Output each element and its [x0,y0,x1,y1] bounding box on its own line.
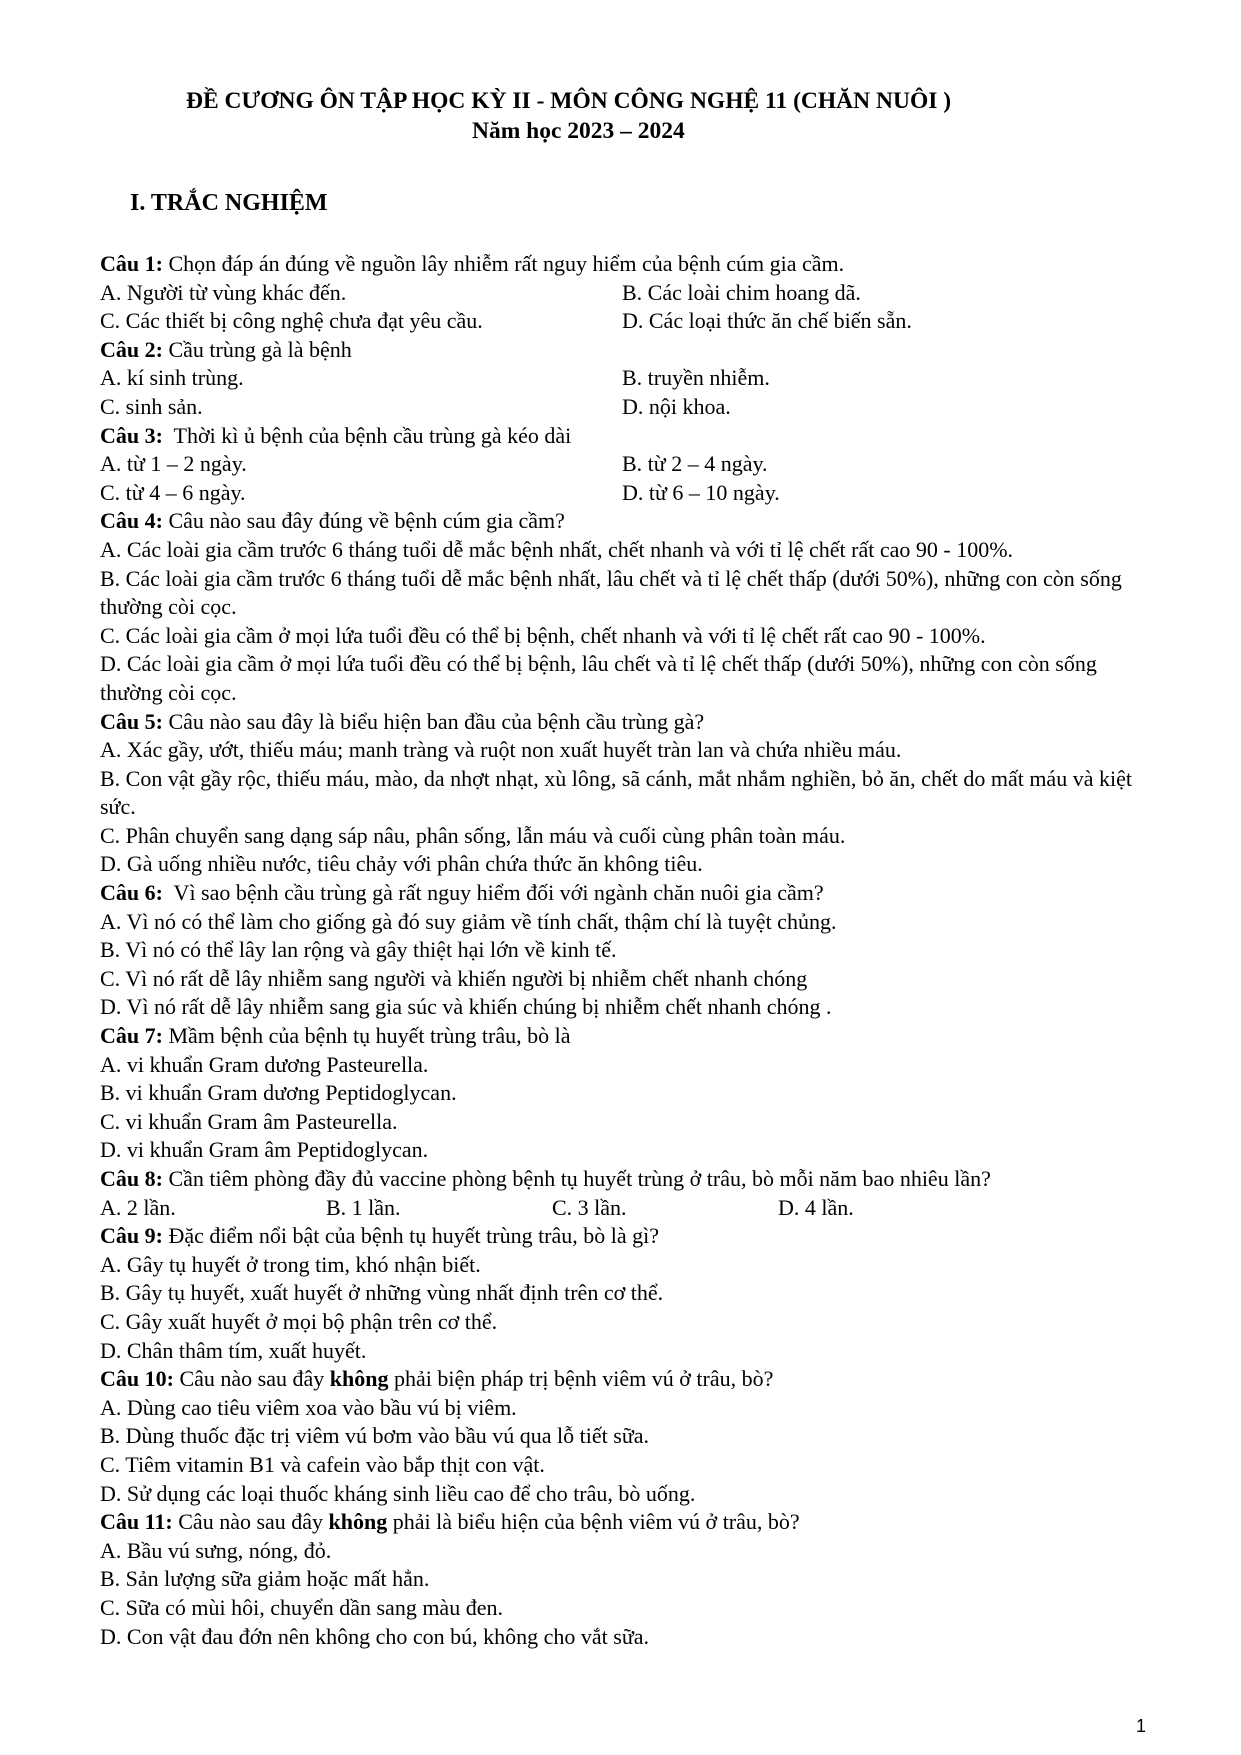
option-d: D. Các loài gia cầm ở mọi lứa tuổi đều có thể bị bệnh, lâu chết và tỉ lệ chết thấp (dưới 50%), những con còn sống thường còi cọc. [100,651,1097,705]
question-label: Câu 6: [100,880,163,906]
option-c: C. vi khuẩn Gram âm Pasteurella. [100,1108,398,1134]
option-a: A. Các loài gia cầm trước 6 tháng tuổi dễ mắc bệnh nhất, chết nhanh và với tỉ lệ chết rất cao 90 - 100%. [100,536,1014,562]
question-stem [100,1508,1160,1537]
question-label: Câu 5: [100,708,163,734]
question-stem [100,336,1160,365]
option-c: C. Các thiết bị công nghệ chưa đạt yêu cầu. [100,308,483,334]
option-c: C. Phân chuyển sang dạng sáp nâu, phân sống, lẫn máu và cuối cùng phân toàn máu. [100,822,846,848]
option-grid [100,450,1160,507]
option-a: A. Người từ vùng khác đến. [100,279,347,305]
question-text-end: phải là biểu hiện của bệnh viêm vú ở trâu, bò? [387,1509,800,1535]
option-b: B. Gây tụ huyết, xuất huyết ở những vùng nhất định trên cơ thể. [100,1280,664,1306]
question-6 [100,879,1160,1022]
question-stem [100,879,1160,908]
option-a: A. kí sinh trùng. [100,365,244,391]
option-b: B. Các loài chim hoang dã. [622,279,861,305]
question-stem [100,1222,1160,1251]
question-text-start: Câu nào sau đây [178,1509,329,1535]
option-c: C. Các loài gia cầm ở mọi lứa tuổi đều có thể bị bệnh, chết nhanh và với tỉ lệ chết rất cao 90 - 100%. [100,622,986,648]
question-8 [100,1165,1160,1222]
option-a: A. 2 lần. [100,1194,176,1220]
option-c: C. Sữa có mùi hôi, chuyển dần sang màu đen. [100,1594,503,1620]
question-text: Câu nào sau đây đúng về bệnh cúm gia cầm? [168,508,565,534]
question-stem [100,422,1160,451]
option-a: A. Dùng cao tiêu viêm xoa vào bầu vú bị viêm. [100,1394,517,1420]
option-b: B. Sản lượng sữa giảm hoặc mất hẳn. [100,1566,430,1592]
question-text: Đặc điểm nổi bật của bệnh tụ huyết trùng trâu, bò là gì? [168,1223,660,1249]
question-label: Câu 9: [100,1223,163,1249]
question-list [100,250,1160,1651]
question-stem [100,708,1160,737]
page-number: 1 [1136,1716,1147,1736]
option-c: C. 3 lần. [552,1194,627,1220]
option-grid [100,364,1160,421]
option-c: C. từ 4 – 6 ngày. [100,479,246,505]
question-text: Vì sao bệnh cầu trùng gà rất nguy hiểm đối với ngành chăn nuôi gia cầm? [168,880,824,906]
question-text: Cần tiêm phòng đầy đủ vaccine phòng bệnh tụ huyết trùng ở trâu, bò mỗi năm bao nhiêu lần? [168,1166,991,1191]
question-label: Câu 1: [100,251,163,276]
option-a: A. Vì nó có thể làm cho giống gà đó suy giảm về tính chất, thậm chí là tuyệt chủng. [100,908,837,934]
question-text-emphasis: không [329,1366,389,1392]
question-label: Câu 11: [100,1509,173,1535]
option-d: D. Vì nó rất dễ lây nhiễm sang gia súc và khiến chúng bị nhiễm chết nhanh chóng . [100,994,832,1020]
question-label: Câu 8: [100,1166,163,1191]
question-4 [100,507,1160,707]
option-d: D. Con vật đau đớn nên không cho con bú, không cho vắt sữa. [100,1623,650,1649]
question-stem [100,507,1160,536]
option-a: A. Xác gầy, ướt, thiếu máu; manh tràng và ruột non xuất huyết tràn lan và chứa nhiều máu. [100,737,902,763]
option-row [100,1194,1160,1223]
title-block [0,86,1241,146]
question-11 [100,1508,1160,1651]
question-3 [100,422,1160,508]
option-b: B. truyền nhiễm. [622,365,770,391]
question-text: Câu nào sau đây là biểu hiện ban đầu của bệnh cầu trùng gà? [168,708,705,734]
option-c: C. sinh sản. [100,393,203,419]
question-label: Câu 4: [100,508,163,534]
option-b: B. Con vật gầy rộc, thiếu máu, mào, da nhợt nhạt, xù lông, sã cánh, mắt nhắm nghiền, bỏ ăn, chết do mất máu và kiệt sức. [100,765,1132,820]
option-a: A. từ 1 – 2 ngày. [100,451,247,477]
question-stem [100,1365,1160,1394]
question-label: Câu 10: [100,1366,174,1392]
option-b: B. từ 2 – 4 ngày. [622,451,768,477]
question-9 [100,1222,1160,1365]
question-label: Câu 3: [100,422,163,448]
option-a: A. vi khuẩn Gram dương Pasteurella. [100,1051,429,1077]
option-c: C. Gây xuất huyết ở mọi bộ phận trên cơ thể. [100,1308,498,1334]
question-text-start: Câu nào sau đây [179,1366,330,1392]
question-stem [100,250,1160,279]
school-year: Năm học 2023 – 2024 [472,118,685,144]
option-c: C. Tiêm vitamin B1 và cafein vào bắp thịt con vật. [100,1451,545,1477]
option-d: D. nội khoa. [622,393,731,419]
section-heading: I. TRẮC NGHIỆM [130,190,328,216]
option-b: B. Vì nó có thể lây lan rộng và gây thiệt hại lớn về kinh tế. [100,937,617,963]
question-text: Thời kì ủ bệnh của bệnh cầu trùng gà kéo dài [168,422,572,448]
option-d: D. Sử dụng các loại thuốc kháng sinh liều cao để cho trâu, bò uống. [100,1480,696,1506]
question-label: Câu 2: [100,336,163,362]
question-text: Cầu trùng gà là bệnh [168,336,352,362]
option-a: A. Bầu vú sưng, nóng, đỏ. [100,1537,332,1563]
option-d: D. 4 lần. [778,1194,854,1220]
option-a: A. Gây tụ huyết ở trong tim, khó nhận biết. [100,1251,481,1277]
option-b: B. Các loài gia cầm trước 6 tháng tuổi dễ mắc bệnh nhất, lâu chết và tỉ lệ chết thấp (dưới 50%), những con còn sống thường còi cọc. [100,565,1122,620]
question-10 [100,1365,1160,1508]
option-b: B. Dùng thuốc đặc trị viêm vú bơm vào bầu vú qua lỗ tiết sữa. [100,1423,650,1449]
question-stem [100,1165,1160,1194]
question-text: Chọn đáp án đúng về nguồn lây nhiễm rất nguy hiểm của bệnh cúm gia cầm. [168,251,845,276]
option-d: D. Các loại thức ăn chế biến sẵn. [622,308,912,334]
question-1 [100,250,1160,336]
question-stem [100,1022,1160,1051]
question-label: Câu 7: [100,1023,163,1049]
option-c: C. Vì nó rất dễ lây nhiễm sang người và khiến người bị nhiễm chết nhanh chóng [100,965,808,991]
option-b: B. vi khuẩn Gram dương Peptidoglycan. [100,1080,457,1106]
option-d: D. từ 6 – 10 ngày. [622,479,780,505]
document-title: ĐỀ CƯƠNG ÔN TẬP HỌC KỲ II - MÔN CÔNG NGHỆ 11 (CHĂN NUÔI ) [186,88,952,114]
option-grid [100,279,1160,336]
question-7 [100,1022,1160,1165]
option-d: D. Chân thâm tím, xuất huyết. [100,1337,367,1363]
question-text-emphasis: không [328,1509,388,1535]
question-5 [100,708,1160,880]
question-text: Mầm bệnh của bệnh tụ huyết trùng trâu, bò là [168,1023,571,1049]
question-text-end: phải biện pháp trị bệnh viêm vú ở trâu, bò? [388,1366,774,1392]
option-d: D. vi khuẩn Gram âm Peptidoglycan. [100,1137,429,1163]
option-b: B. 1 lần. [326,1194,401,1220]
option-d: D. Gà uống nhiều nước, tiêu chảy với phân chứa thức ăn không tiêu. [100,851,703,877]
question-2 [100,336,1160,422]
